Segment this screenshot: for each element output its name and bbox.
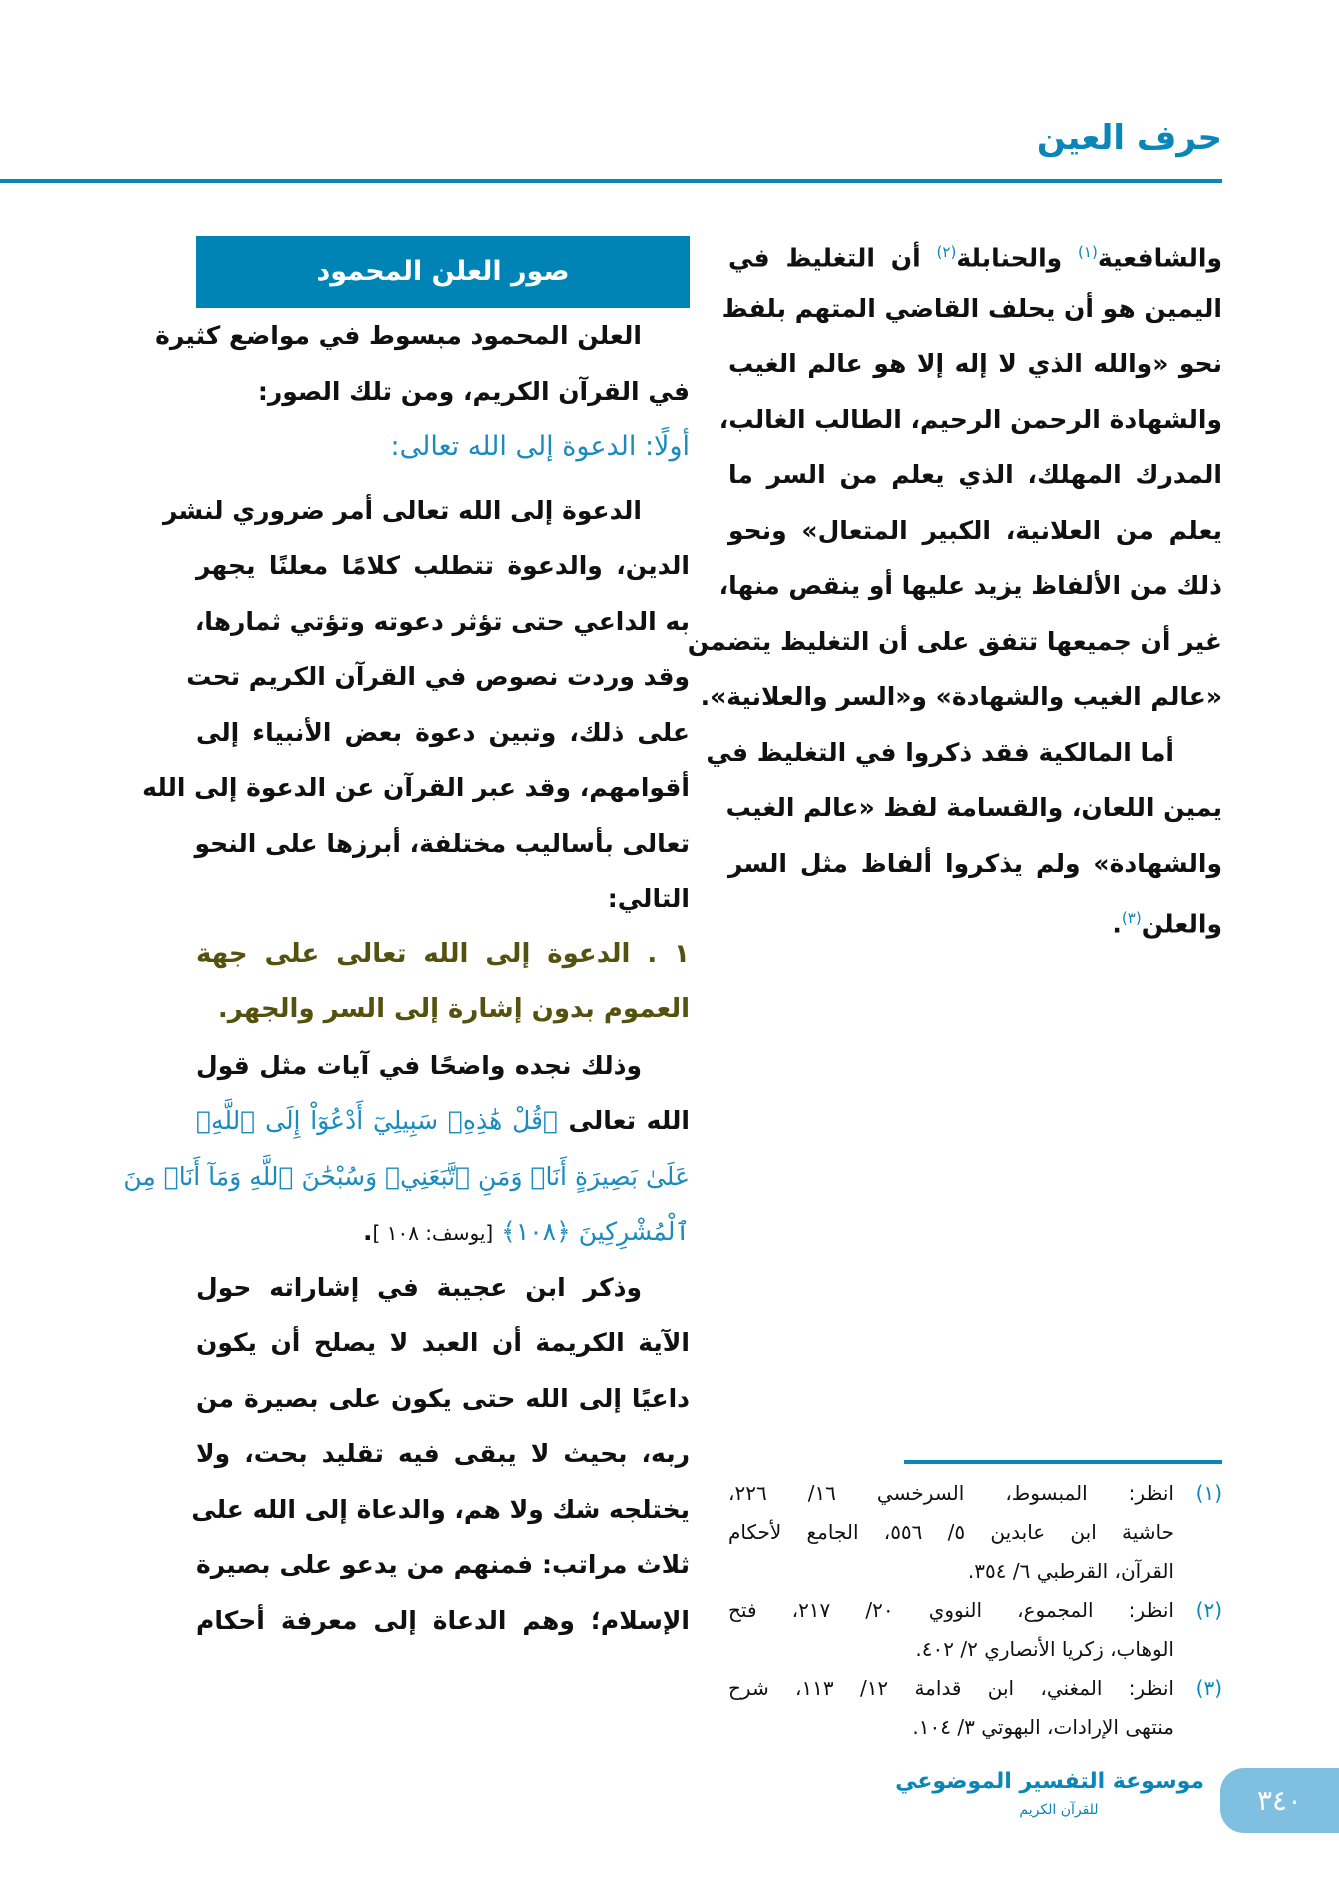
text: أقوامهم، وقد عبر القرآن عن الدعوة إلى الله: [142, 773, 690, 802]
text: الإسلام؛ وهم الدعاة إلى معرفة أحكام: [196, 1605, 690, 1635]
left-column: [123, 236, 691, 1648]
right-column: [687, 225, 1222, 947]
text-line: [196, 816, 690, 872]
text: التالي:: [607, 884, 690, 913]
text-line: [728, 891, 1222, 947]
quran-verse: ٱلْمُشْرِكِينَ ﴿١٠٨﴾: [493, 1217, 690, 1246]
paragraph: [191, 1260, 690, 1649]
text-line: [123, 1149, 690, 1205]
text: داعيًا إلى الله حتى يكون على بصيرة من: [196, 1383, 690, 1413]
footnote-number: (١): [1195, 1481, 1222, 1505]
header-rule: [0, 179, 1222, 183]
paragraph: [142, 483, 690, 927]
text-line: [196, 538, 690, 594]
text: ذلك من الألفاظ يزيد عليها أو ينقص منها،: [718, 571, 1222, 600]
text: والحنابلة: [956, 243, 1079, 273]
text: يختلجه شك ولا هم، والدعاة إلى الله على: [191, 1494, 690, 1524]
paragraph: [155, 308, 690, 419]
chapter-title: حرف العين: [1036, 118, 1222, 158]
footnote: [728, 1669, 1222, 1747]
text-line: [191, 1482, 690, 1538]
text-line: [196, 1426, 690, 1482]
text-line: [196, 871, 690, 927]
text-line: [196, 364, 690, 420]
text: تعالى بأساليب مختلفة، أبرزها على النحو: [194, 828, 690, 858]
text-line: [728, 836, 1222, 892]
text-line: [700, 669, 1222, 725]
text-line: [162, 483, 690, 539]
text: الآية الكريمة أن العبد لا يصلح أن يكون: [196, 1328, 690, 1357]
text-line: [186, 649, 690, 705]
footnote-rule: [904, 1460, 1222, 1464]
text: يعلم من العلانية، الكبير المتعال» ونحو: [728, 515, 1222, 545]
text-line: [196, 982, 690, 1038]
text: العلن المحمود مبسوط في مواضع كثيرة: [155, 321, 642, 350]
text-line: [706, 725, 1222, 781]
text: ثلاث مراتب: فمنهم من يدعو على بصيرة: [196, 1550, 690, 1579]
subheading: [196, 927, 690, 1038]
text: يمين اللعان، والقسامة لفظ «عالم الغيب: [725, 793, 1222, 822]
text-line: [725, 780, 1222, 836]
text: وذكر ابن عجيبة في إشاراته حول: [196, 1272, 642, 1302]
text: الدين، والدعوة تتطلب كلامًا معلنًا يجهر: [196, 551, 690, 580]
footnote-line: منتهى الإرادات، البهوتي ٣/ ١٠٤.: [912, 1715, 1174, 1739]
text: نحو «والله الذي لا إله إلا هو عالم الغيب: [728, 349, 1222, 378]
footnote: [728, 1474, 1222, 1591]
paragraph: [706, 725, 1222, 947]
text-line: [142, 760, 690, 816]
text: والعلن: [1141, 909, 1222, 939]
quran-verse: عَلَىٰ بَصِيرَةٍ أَنَا۠ وَمَنِ ٱتَّبَعَنِيۖ وَسُبْحَٰنَ ٱللَّهِ وَمَآ أَنَا۠ مِنَ: [123, 1161, 690, 1191]
quran-verse: ﴿قُلْ هَٰذِهِۦ سَبِيلِيٓ أَدْعُوٓاْ إِلَى ٱللَّهِۚ: [196, 1106, 558, 1135]
footnotes: [728, 1474, 1222, 1747]
text: به الداعي حتى تؤثر دعوته وتؤتي ثمارها،: [194, 606, 690, 636]
encyclopedia-logo: [895, 1764, 1204, 1820]
text: الله تعالى: [558, 1106, 691, 1135]
text: ربه، بحيث لا يبقى فيه تقليد بحت، ولا: [196, 1439, 690, 1468]
text: أن التغليظ في: [728, 243, 937, 273]
paragraph: [687, 225, 1222, 725]
text: ١ . الدعوة إلى الله تعالى على جهة: [196, 938, 690, 969]
logo-title: موسوعة التفسير الموضوعي: [895, 1769, 1204, 1794]
text-line: [196, 1371, 690, 1427]
text-line: [196, 1537, 690, 1593]
footnote-line: انظر: المغني، ابن قدامة ١٢/ ١١٣، شرح: [728, 1676, 1174, 1700]
footnote: [728, 1591, 1222, 1669]
text: على ذلك، وتبين دعوة بعض الأنبياء إلى: [196, 717, 690, 747]
footnote-line: القرآن، القرطبي ٦/ ٣٥٤.: [967, 1559, 1174, 1583]
text: غير أن جميعها تتفق على أن التغليظ يتضمن: [687, 626, 1222, 656]
text-line: [196, 1315, 690, 1371]
text-line: [687, 614, 1222, 670]
footnote-line: انظر: المجموع، النووي ٢٠/ ٢١٧، فتح: [728, 1598, 1174, 1622]
footnote-number: (٣): [1195, 1676, 1222, 1700]
text-line: [728, 336, 1222, 392]
text-line: [196, 1593, 690, 1649]
text: والشهادة الرحمن الرحيم، الطالب الغالب،: [718, 404, 1222, 434]
text-line: [196, 594, 690, 650]
footnote-ref[interactable]: (٢): [936, 243, 957, 261]
text-line: [196, 705, 690, 761]
text-line: [196, 927, 690, 983]
text: والشهادة» ولم يذكروا ألفاظ مثل السر: [728, 848, 1222, 878]
text-line: [728, 225, 1222, 281]
text-line: [155, 308, 690, 364]
page-number: ٣٤٠: [1220, 1768, 1339, 1833]
section-title-box: صور العلن المحمود: [196, 236, 690, 308]
text-line: [728, 447, 1222, 503]
footnote-line: حاشية ابن عابدين ٥/ ٥٥٦، الجامع لأحكام: [728, 1520, 1174, 1544]
verse-reference: [يوسف: ١٠٨ ]: [372, 1221, 494, 1245]
text: وذلك نجده واضحًا في آيات مثل قول: [196, 1050, 642, 1080]
text: وقد وردت نصوص في القرآن الكريم تحت: [186, 662, 690, 691]
text-line: [728, 503, 1222, 559]
text: الدعوة إلى الله تعالى أمر ضروري لنشر: [162, 495, 642, 525]
text: .: [363, 1217, 373, 1246]
text: المدرك المهلك، الذي يعلم من السر ما: [728, 460, 1222, 489]
text: «عالم الغيب والشهادة» و«السر والعلانية».: [700, 682, 1222, 711]
footnote-ref[interactable]: (٣): [1121, 909, 1142, 927]
text: العموم بدون إشارة إلى السر والجهر.: [217, 994, 690, 1024]
footnote-line: انظر: المبسوط، السرخسي ١٦/ ٢٢٦،: [728, 1481, 1174, 1505]
text-line: [196, 1260, 690, 1316]
footnote-ref[interactable]: (١): [1078, 243, 1098, 261]
text: في القرآن الكريم، ومن تلك الصور:: [257, 376, 690, 406]
text: اليمين هو أن يحلف القاضي المتهم بلفظ: [721, 293, 1222, 323]
text: والشافعية: [1097, 243, 1222, 273]
logo-subtitle: للقرآن الكريم: [1019, 1802, 1099, 1818]
text: أولًا: الدعوة إلى الله تعالى:: [390, 431, 690, 462]
paragraph: [123, 1038, 691, 1260]
heading: [196, 419, 690, 475]
text-line: [196, 419, 690, 475]
text-line: [718, 392, 1222, 448]
footnote-number: (٢): [1195, 1598, 1222, 1622]
text: .: [1112, 909, 1122, 939]
text-line: [196, 1204, 690, 1260]
footnote-line: الوهاب، زكريا الأنصاري ٢/ ٤٠٢.: [915, 1637, 1174, 1661]
text-line: [196, 1093, 690, 1149]
text-line: [718, 558, 1222, 614]
text-line: [196, 1038, 690, 1094]
text-line: [721, 281, 1222, 337]
text: أما المالكية فقد ذكروا في التغليظ في: [706, 737, 1174, 767]
